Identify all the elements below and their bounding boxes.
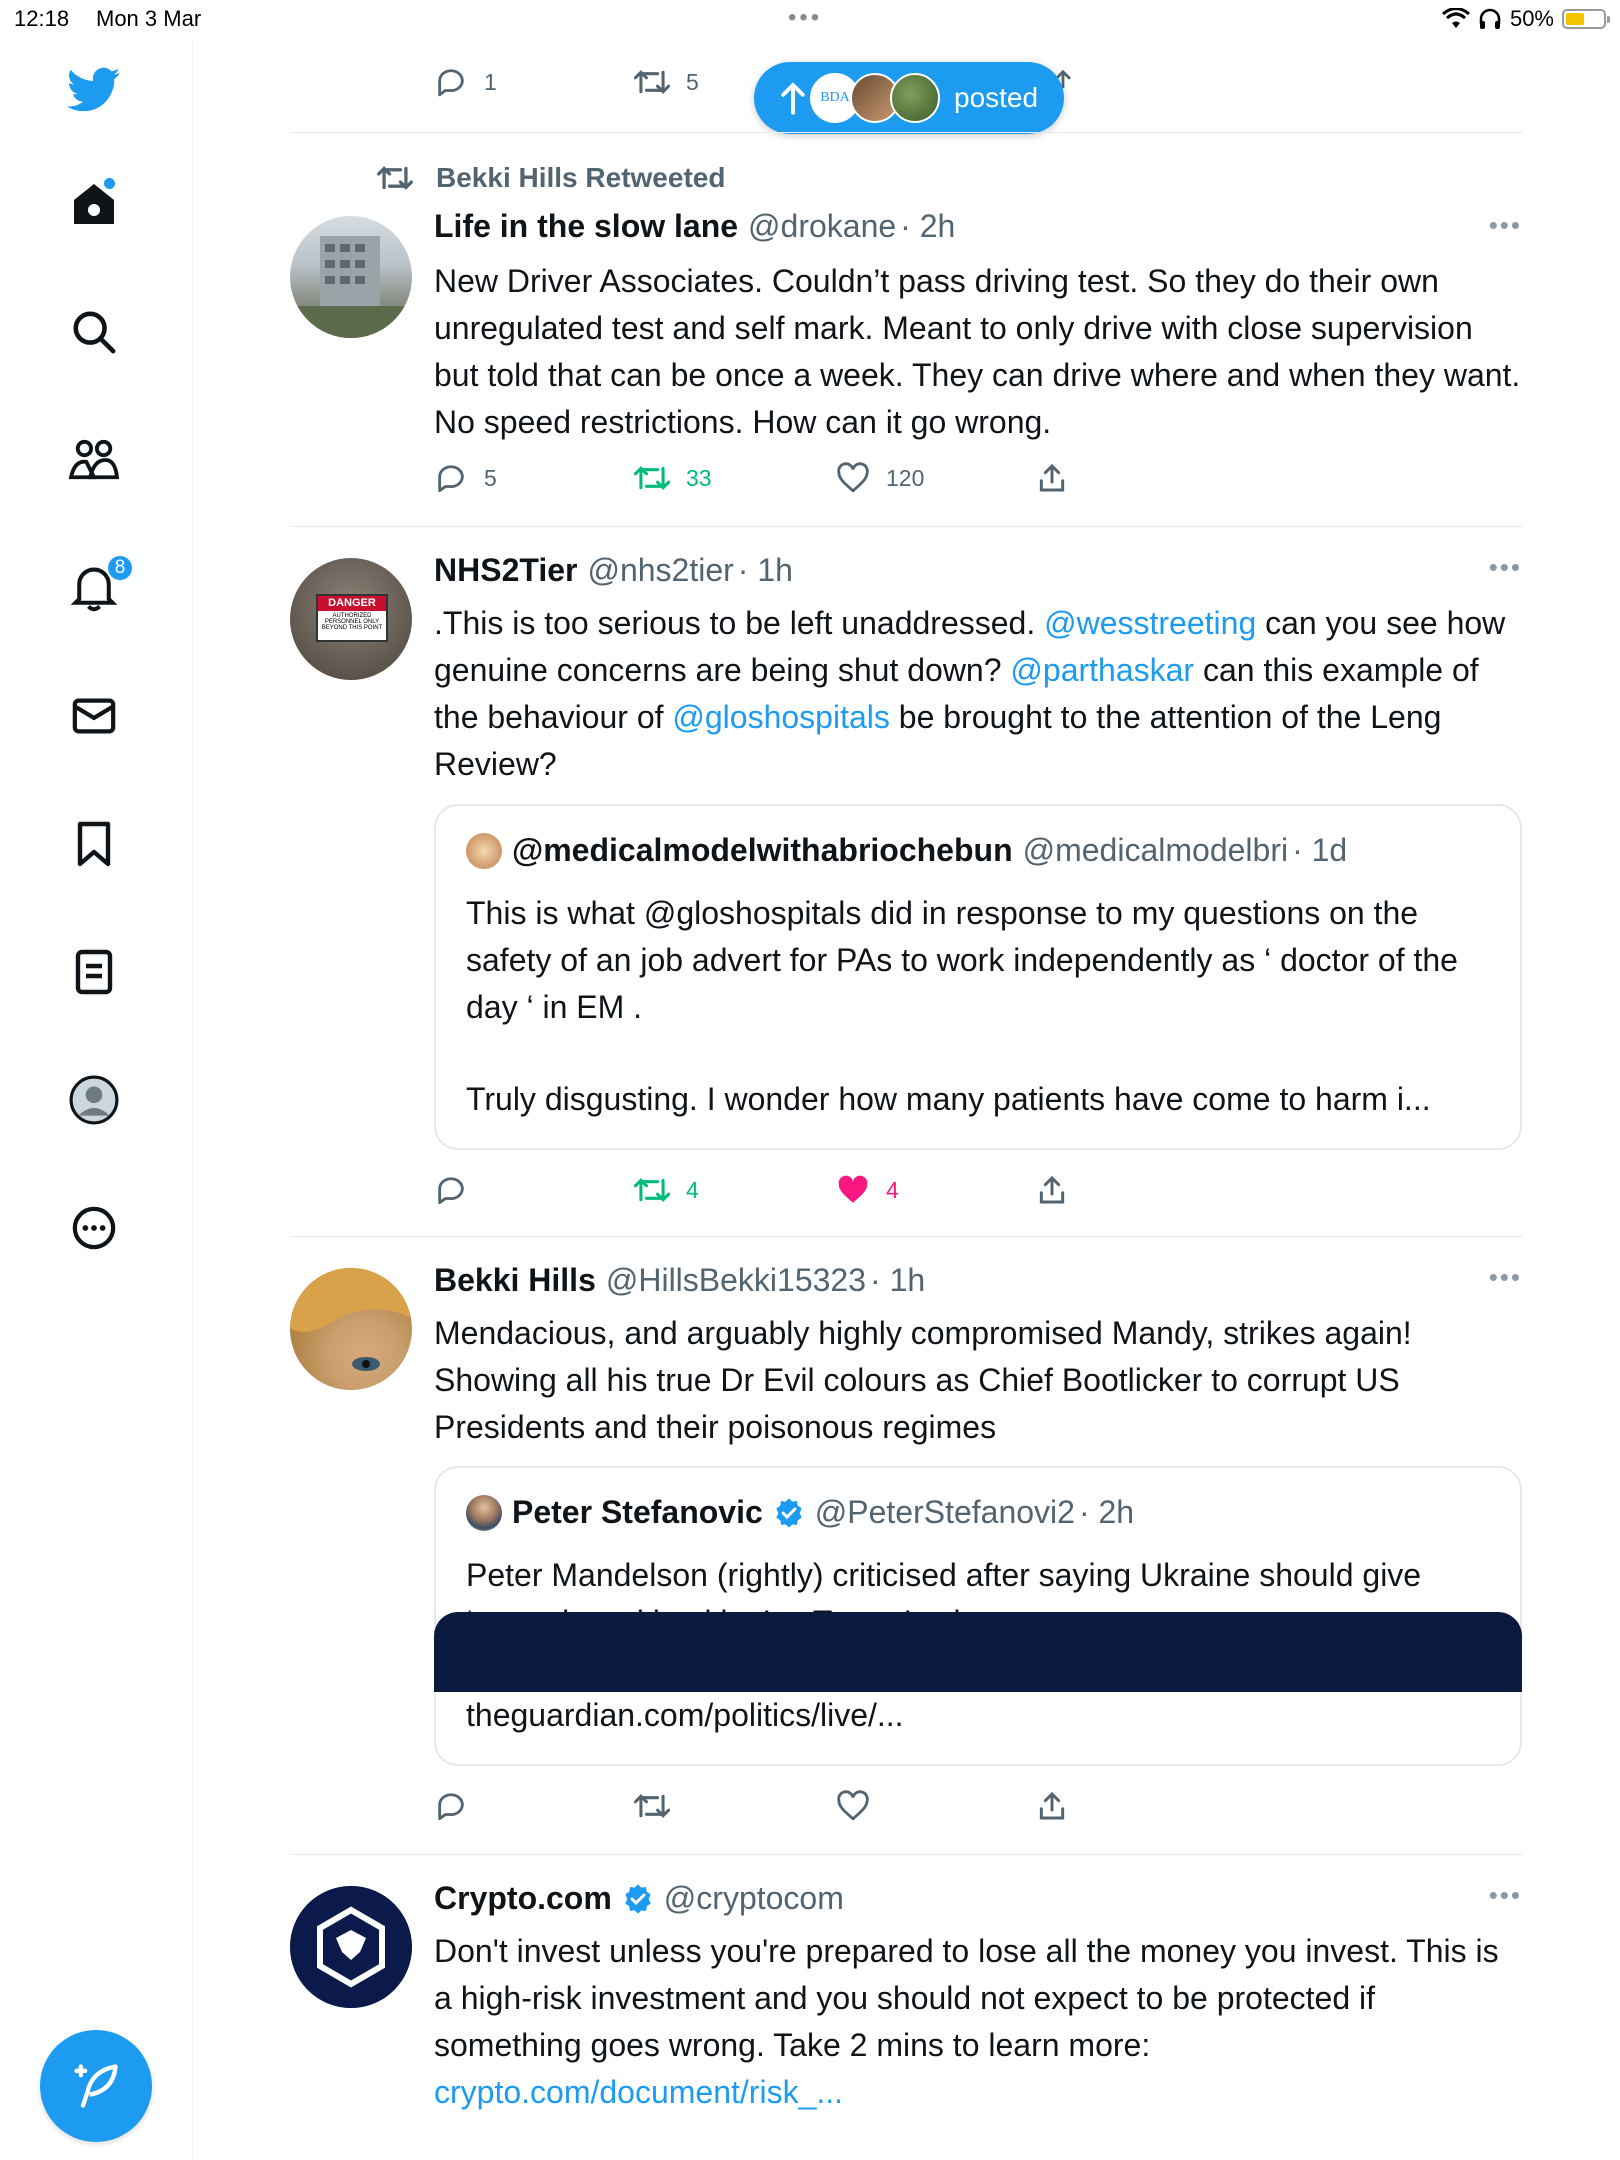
status-time: 12:18 bbox=[14, 6, 70, 31]
mention-gloshospitals[interactable]: @gloshospitals bbox=[672, 699, 890, 735]
sign-line: PERSONNEL ONLY bbox=[324, 619, 380, 625]
quoted-timestamp: · 1d bbox=[1292, 832, 1348, 868]
retweet-icon bbox=[634, 1790, 670, 1822]
posted-label: posted bbox=[954, 82, 1039, 113]
share-button[interactable] bbox=[1036, 458, 1068, 498]
profile-avatar-icon bbox=[69, 1075, 119, 1125]
retweet-button[interactable] bbox=[634, 1170, 699, 1210]
list-icon bbox=[74, 948, 114, 996]
tweet-header bbox=[434, 552, 793, 589]
like-button[interactable] bbox=[836, 1170, 899, 1210]
handle[interactable]: @nhs2tier bbox=[587, 552, 734, 588]
retweet-button[interactable] bbox=[634, 1786, 670, 1826]
share-icon bbox=[1036, 1790, 1068, 1822]
avatar-drokane[interactable] bbox=[290, 216, 412, 338]
more-circle-icon bbox=[71, 1205, 117, 1251]
display-name[interactable]: Bekki Hills bbox=[434, 1262, 596, 1298]
lists-nav[interactable] bbox=[62, 940, 126, 1004]
headphones-icon bbox=[1478, 8, 1502, 30]
like-button[interactable] bbox=[836, 1786, 870, 1826]
sidebar bbox=[0, 40, 193, 2160]
quoted-handle: @medicalmodelbri bbox=[1022, 832, 1289, 868]
quoted-tweet-header bbox=[466, 832, 1347, 869]
battery-icon bbox=[1562, 9, 1606, 29]
quoted-text: Peter Mandelson (rightly) criticised after saying Ukraine should give bbox=[466, 1557, 1422, 1593]
verified-badge-icon bbox=[622, 1883, 654, 1915]
reply-count: 1 bbox=[484, 68, 497, 95]
more-options-icon[interactable]: ••• bbox=[1488, 1880, 1522, 1910]
display-name[interactable]: NHS2Tier bbox=[434, 552, 578, 588]
retweet-count: 5 bbox=[686, 68, 699, 95]
retweet-button[interactable] bbox=[634, 458, 712, 498]
bda-avatar-text: BDA bbox=[820, 90, 850, 105]
retweet-icon bbox=[634, 462, 670, 494]
status-right bbox=[1442, 6, 1606, 32]
like-count: 4 bbox=[886, 1176, 899, 1203]
mail-icon bbox=[71, 696, 117, 736]
promo-media-card[interactable] bbox=[434, 1612, 1522, 1692]
more-options-icon[interactable]: ••• bbox=[1488, 552, 1522, 582]
reply-count: 5 bbox=[484, 464, 497, 491]
notifications-nav[interactable] bbox=[62, 556, 126, 620]
reply-button[interactable] bbox=[434, 458, 497, 498]
quoted-display-name: Peter Stefanovic bbox=[512, 1494, 763, 1530]
new-posts-pill[interactable] bbox=[754, 62, 1064, 134]
more-options-icon[interactable]: ••• bbox=[1488, 210, 1522, 240]
tweet-text: Mendacious, and arguably highly compromised Mandy, strikes again! Showing all his true Dr Evil colours as Chief Bootlicker to corrupt US Presidents and their poisonous regimes bbox=[434, 1315, 1412, 1445]
twitter-logo-icon[interactable] bbox=[62, 58, 126, 122]
tweet-header bbox=[434, 1262, 925, 1299]
retweet-icon bbox=[634, 1174, 670, 1206]
divider bbox=[290, 132, 1522, 133]
quoted-handle: @PeterStefanovi2 bbox=[814, 1494, 1075, 1530]
timestamp[interactable]: · 2h bbox=[900, 208, 956, 244]
display-name[interactable]: Crypto.com bbox=[434, 1880, 612, 1916]
divider bbox=[290, 1854, 1522, 1855]
posted-avatar-3 bbox=[890, 73, 940, 123]
handle[interactable]: @drokane bbox=[748, 208, 897, 244]
text-segment: can this example of the behaviour of bbox=[434, 652, 1479, 735]
quoted-text: Truly disgusting. I wonder how many patients have come to harm i... bbox=[466, 1081, 1431, 1117]
wifi-icon bbox=[1442, 8, 1470, 30]
search-nav[interactable] bbox=[62, 300, 126, 364]
text-segment: be brought to the attention of the Leng Review? bbox=[434, 699, 1442, 782]
tweet-text bbox=[434, 600, 1524, 788]
like-button[interactable] bbox=[836, 458, 924, 498]
risk-link[interactable]: crypto.com/document/risk_... bbox=[434, 2074, 844, 2110]
search-icon bbox=[71, 309, 117, 355]
quoted-text: This is what @gloshospitals did in response to my questions on the safety of an job advert for PAs to work independently as ‘ doctor of the day ‘ in EM . bbox=[466, 895, 1458, 1025]
share-icon bbox=[1036, 462, 1068, 494]
handle[interactable]: @cryptocom bbox=[663, 1880, 844, 1916]
reply-icon bbox=[434, 461, 468, 495]
divider bbox=[290, 1236, 1522, 1237]
text-segment: can you see how genuine concerns are being shut down? bbox=[434, 605, 1506, 688]
retweet-icon bbox=[634, 66, 670, 98]
retweet-count: 4 bbox=[686, 1176, 699, 1203]
avatar-nhs2tier[interactable] bbox=[290, 558, 412, 680]
text-segment: Don't invest unless you're prepared to lose all the money you invest. This is a high-risk investment and you should not expect to be protected if something goes wrong. Take 2 mins to learn more: bbox=[434, 1933, 1499, 2063]
share-button[interactable] bbox=[1036, 1170, 1068, 1210]
quoted-tweet[interactable] bbox=[434, 804, 1522, 1150]
bookmarks-nav[interactable] bbox=[62, 812, 126, 876]
timestamp[interactable]: · 1h bbox=[870, 1262, 926, 1298]
retweet-count: 33 bbox=[686, 464, 712, 491]
timeline-feed bbox=[290, 40, 1522, 2160]
share-icon bbox=[1036, 1174, 1068, 1206]
home-nav[interactable] bbox=[62, 172, 126, 236]
sign-title: DANGER bbox=[318, 596, 386, 611]
heart-icon bbox=[836, 462, 870, 494]
avatar-cryptocom[interactable] bbox=[290, 1886, 412, 2008]
quoted-avatar bbox=[466, 1495, 502, 1531]
verified-badge-icon bbox=[773, 1497, 805, 1529]
tweet-text bbox=[434, 1928, 1524, 2116]
communities-icon bbox=[69, 437, 119, 483]
reply-button[interactable] bbox=[434, 1170, 468, 1210]
quoted-timestamp: · 2h bbox=[1078, 1494, 1135, 1530]
heart-icon bbox=[836, 1790, 870, 1822]
tweet-actions bbox=[434, 1786, 1114, 1826]
arrow-up-icon bbox=[780, 80, 806, 116]
heart-filled-icon bbox=[836, 1174, 870, 1206]
timestamp[interactable]: · 1h bbox=[737, 552, 793, 588]
more-nav[interactable] bbox=[62, 1196, 126, 1260]
divider bbox=[290, 526, 1522, 527]
tweet-actions bbox=[434, 1170, 1114, 1210]
reply-icon bbox=[434, 1173, 468, 1207]
profile-nav[interactable] bbox=[62, 1068, 126, 1132]
retweet-icon bbox=[376, 163, 414, 193]
compose-tweet-button[interactable] bbox=[40, 2030, 152, 2142]
retweeted-by[interactable] bbox=[376, 162, 725, 194]
tweet-header bbox=[434, 1880, 844, 1917]
compose-feather-icon bbox=[70, 2060, 122, 2112]
display-name[interactable]: Life in the slow lane bbox=[434, 208, 739, 244]
communities-nav[interactable] bbox=[62, 428, 126, 492]
reply-button[interactable] bbox=[434, 1786, 468, 1826]
reply-icon bbox=[434, 65, 468, 99]
reply-icon bbox=[434, 1789, 468, 1823]
tweet-actions bbox=[434, 458, 1114, 498]
mention-wesstreeting[interactable]: @wesstreeting bbox=[1044, 605, 1257, 641]
status-date: Mon 3 Mar bbox=[96, 6, 202, 31]
bookmark-icon bbox=[75, 820, 113, 868]
quoted-display-name: @medicalmodelwithabriochebun bbox=[512, 832, 1013, 868]
sign-line: BEYOND THIS POINT bbox=[321, 625, 383, 631]
tweet-header bbox=[434, 208, 955, 245]
tweet-text: New Driver Associates. Couldn’t pass driving test. So they do their own unregulated test and self mark. Meant to only drive with close supervision but told that can be once a week. They can drive where and when they want. No speed restrictions. How can it go wrong. bbox=[434, 263, 1521, 440]
home-new-dot bbox=[104, 178, 115, 189]
reply-button[interactable] bbox=[434, 62, 497, 102]
sign-line: AUTHORIZED bbox=[332, 613, 372, 619]
like-count: 120 bbox=[886, 464, 925, 491]
mention-parthaskar[interactable]: @parthaskar bbox=[1010, 652, 1195, 688]
avatar-bekki-hills[interactable] bbox=[290, 1268, 412, 1390]
notifications-badge: 8 bbox=[106, 554, 134, 582]
quoted-link-text: theguardian.com/politics/live/... bbox=[466, 1697, 904, 1733]
danger-sign bbox=[316, 594, 388, 642]
quoted-avatar bbox=[466, 833, 502, 869]
retweeted-by-label: Bekki Hills Retweeted bbox=[436, 162, 726, 193]
retweet-button[interactable] bbox=[634, 62, 699, 102]
messages-nav[interactable] bbox=[62, 684, 126, 748]
share-button[interactable] bbox=[1036, 1786, 1068, 1826]
more-options-icon[interactable]: ••• bbox=[1488, 1262, 1522, 1292]
status-bar bbox=[0, 0, 1620, 40]
text-segment: .This is too serious to be left unaddressed. bbox=[434, 605, 1045, 641]
multitask-dots[interactable]: ••• bbox=[788, 4, 823, 31]
battery-percent: 50% bbox=[1509, 6, 1554, 31]
quoted-tweet-header bbox=[466, 1494, 1134, 1531]
handle[interactable]: @HillsBekki15323 bbox=[605, 1262, 867, 1298]
